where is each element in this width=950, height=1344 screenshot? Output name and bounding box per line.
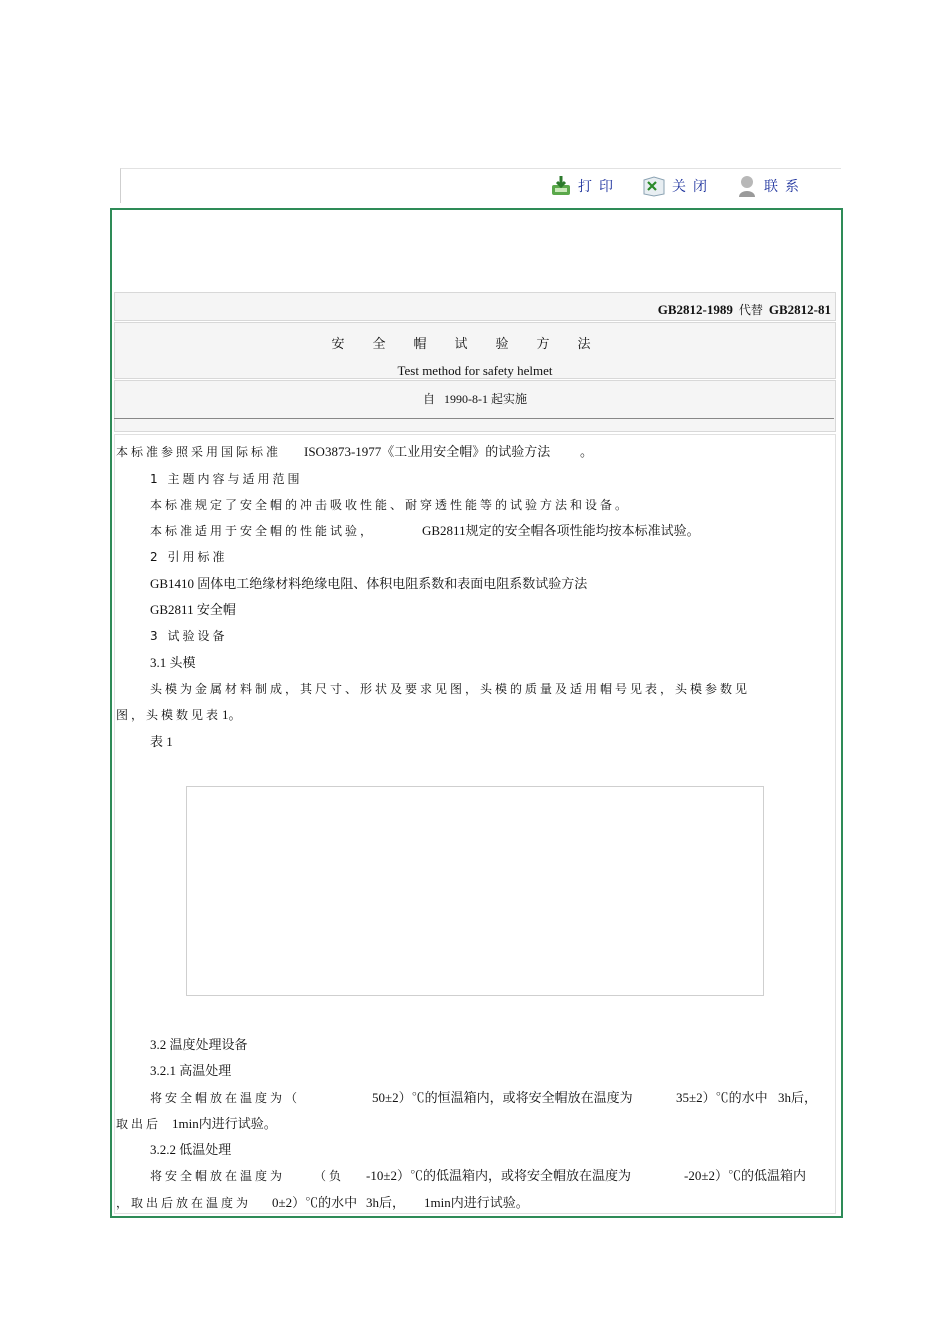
section-3-2-2-heading: 3.2.2 低温处理 — [150, 1142, 232, 1157]
close-icon — [642, 175, 666, 197]
intro-end: 。 — [580, 444, 594, 459]
section-1-para-2b: GB2811规定的安全帽各项性能均按本标准试验。 — [422, 523, 700, 538]
section-3-2-1-para-1b: 50±2）℃的恒温箱内，或将安全帽放在温度为 — [372, 1090, 633, 1105]
implementation-row — [114, 380, 836, 432]
title-en: Test method for safety helmet — [397, 363, 553, 378]
section-3-2-1-para-2b: 1min内进行试验。 — [172, 1116, 277, 1131]
section-3-2-2-para-1b: （负 — [314, 1169, 345, 1183]
section-3-2-2-para-2b: 0±2）℃的水中 — [272, 1195, 358, 1210]
section-3-1-heading: 3.1 头模 — [150, 655, 196, 670]
close-button[interactable] — [642, 175, 714, 197]
intro-text: 本标准参照采用国际标准 — [116, 445, 282, 459]
section-2-heading: 2 引用标准 — [150, 550, 228, 564]
figure-label: 表 1 — [150, 734, 173, 749]
section-3-2-1-para-1a: 将安全帽放在温度为（ — [150, 1091, 301, 1105]
section-3-2-1-para-1d: 3h后， — [778, 1090, 818, 1105]
impl-suffix: 起实施 — [491, 392, 528, 406]
section-3-2-heading: 3.2 温度处理设备 — [150, 1037, 248, 1052]
section-1-para-2a: 本标准适用于安全帽的性能试验， — [150, 524, 376, 538]
section-3-2-2-para-2d: 1min内进行试验。 — [424, 1195, 529, 1210]
section-2-item-2: GB2811 安全帽 — [150, 602, 236, 617]
figure-placeholder — [186, 786, 764, 996]
impl-date: 1990-8-1 — [444, 392, 488, 406]
title-row — [114, 322, 836, 379]
section-3-2-1-para-1c: 35±2）℃的水中 — [676, 1090, 768, 1105]
section-3-1-para-1: 头模为金属材料制成，其尺寸、形状及要求见图，头模的质量及适用帽号见表，头模参数见 — [150, 682, 751, 696]
implementation-date — [115, 390, 835, 407]
contact-button[interactable] — [736, 174, 806, 198]
section-3-2-2-para-1d: -20±2）℃的低温箱内 — [684, 1168, 806, 1183]
toolbar — [550, 174, 828, 198]
intro-iso: ISO3873-1977《工业用安全帽》的试验方法 — [304, 444, 551, 459]
print-button[interactable] — [550, 175, 620, 197]
section-3-2-2-para-1a: 将安全帽放在温度为 — [150, 1169, 286, 1183]
standard-number-row — [114, 292, 836, 321]
section-3-2-1-para-2a: 取出后 — [116, 1117, 162, 1131]
section-3-heading: 3 试验设备 — [150, 629, 228, 643]
section-1-heading: 1 主题内容与适用范围 — [150, 472, 303, 486]
section-3-2-2-para-2a: ，取出后放在温度为 — [116, 1196, 252, 1210]
section-2-item-1: GB1410 固体电工绝缘材料绝缘电阻、体积电阻系数和表面电阻系数试验方法 — [150, 576, 588, 591]
std-number: GB2812-1989 — [657, 302, 733, 317]
replace-word: 代替 — [738, 303, 763, 317]
standard-number — [658, 301, 831, 318]
replaced-number: GB2812-81 — [768, 302, 831, 317]
section-3-2-2-para-1c: -10±2）℃的低温箱内，或将安全帽放在温度为 — [366, 1168, 631, 1183]
section-3-1-para-2a: 图，头模数见表 — [116, 708, 222, 722]
section-1-para-1: 本标准规定了安全帽的冲击吸收性能、耐穿透性能等的试验方法和设备。 — [150, 498, 631, 512]
section-3-1-para-2b: 1。 — [222, 707, 242, 722]
contact-label: 联系 — [764, 179, 806, 195]
header-divider — [114, 418, 834, 419]
print-icon — [550, 175, 572, 197]
section-3-2-1-heading: 3.2.1 高温处理 — [150, 1063, 232, 1078]
section-3-2-2-para-2c: 3h后， — [366, 1195, 406, 1210]
impl-prefix: 自 — [422, 392, 435, 406]
title-cn: 安全帽试验方法 — [331, 337, 619, 352]
print-label: 打印 — [578, 179, 620, 195]
contact-icon — [736, 174, 758, 198]
close-label: 关闭 — [672, 179, 714, 195]
